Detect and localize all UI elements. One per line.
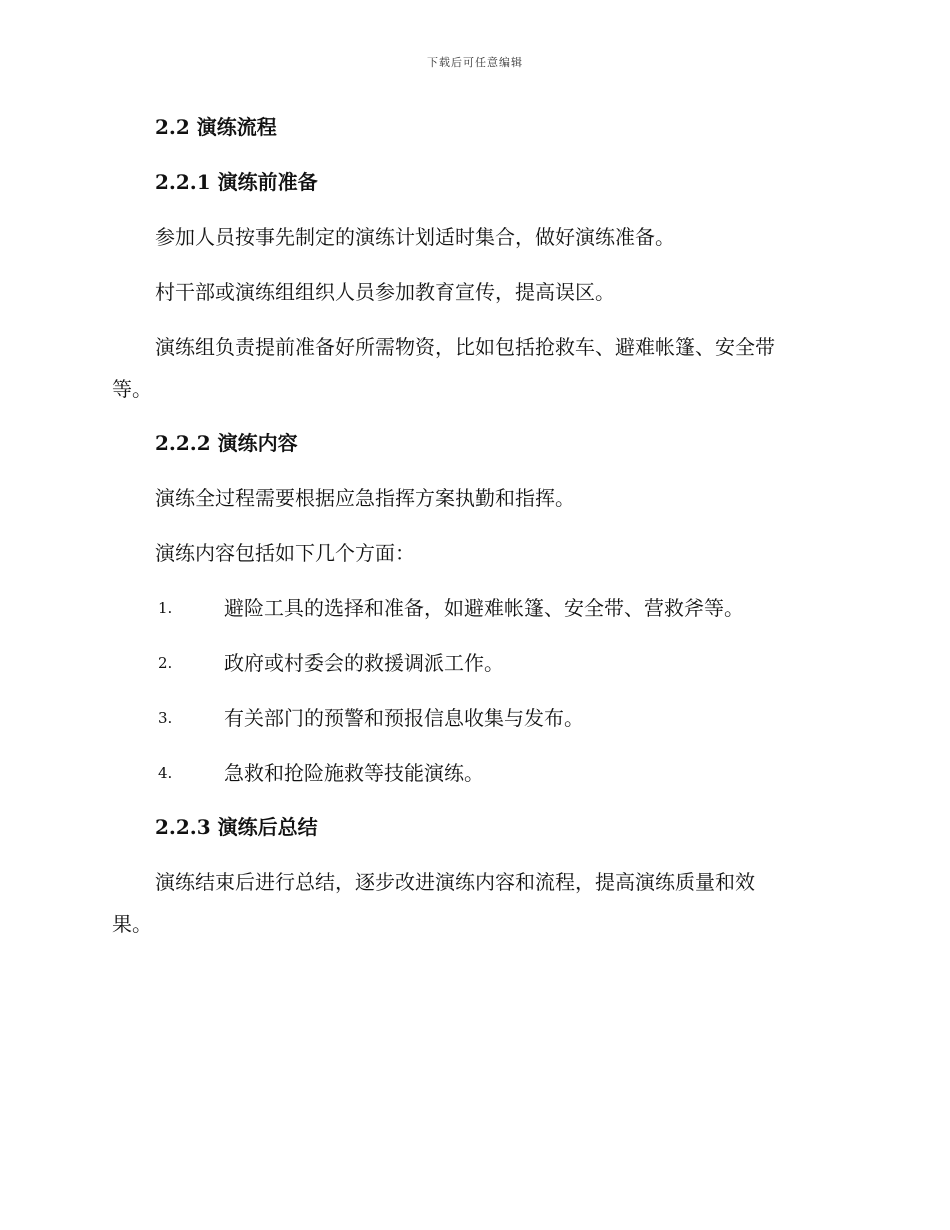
paragraph-summary-line-1: 演练结束后进行总结，逐步改进演练内容和流程，提高演练质量和效 — [155, 870, 755, 894]
paragraph-education: 村干部或演练组组织人员参加教育宣传，提高误区。 — [155, 280, 615, 304]
paragraph-supplies-line-1: 演练组负责提前准备好所需物资，比如包括抢救车、避难帐篷、安全带 — [155, 335, 775, 359]
paragraph-gathering: 参加人员按事先制定的演练计划适时集合，做好演练准备。 — [155, 225, 675, 249]
list-item-number: 1. — [158, 599, 173, 617]
paragraph-supplies-line-2: 等。 — [112, 377, 152, 401]
list-item-number: 4. — [158, 764, 173, 782]
list-item-number: 2. — [158, 654, 173, 672]
section-heading-2-2-1: 2.2.1 演练前准备 — [155, 170, 318, 194]
list-item-text: 政府或村委会的救援调派工作。 — [224, 651, 504, 675]
paragraph-summary-line-2: 果。 — [112, 912, 152, 936]
page-header: 下载后可任意编辑 — [427, 56, 523, 69]
list-item-number: 3. — [158, 709, 173, 727]
section-heading-2-2-2: 2.2.2 演练内容 — [155, 431, 298, 455]
section-heading-2-2-3: 2.2.3 演练后总结 — [155, 815, 318, 839]
paragraph-command: 演练全过程需要根据应急指挥方案执勤和指挥。 — [155, 486, 575, 510]
list-item-text: 避险工具的选择和准备，如避难帐篷、安全带、营救斧等。 — [224, 596, 744, 620]
list-item-text: 急救和抢险施救等技能演练。 — [224, 761, 484, 785]
list-item-text: 有关部门的预警和预报信息收集与发布。 — [224, 706, 584, 730]
section-heading-2-2: 2.2 演练流程 — [155, 115, 277, 139]
paragraph-content-intro: 演练内容包括如下几个方面： — [155, 541, 415, 565]
